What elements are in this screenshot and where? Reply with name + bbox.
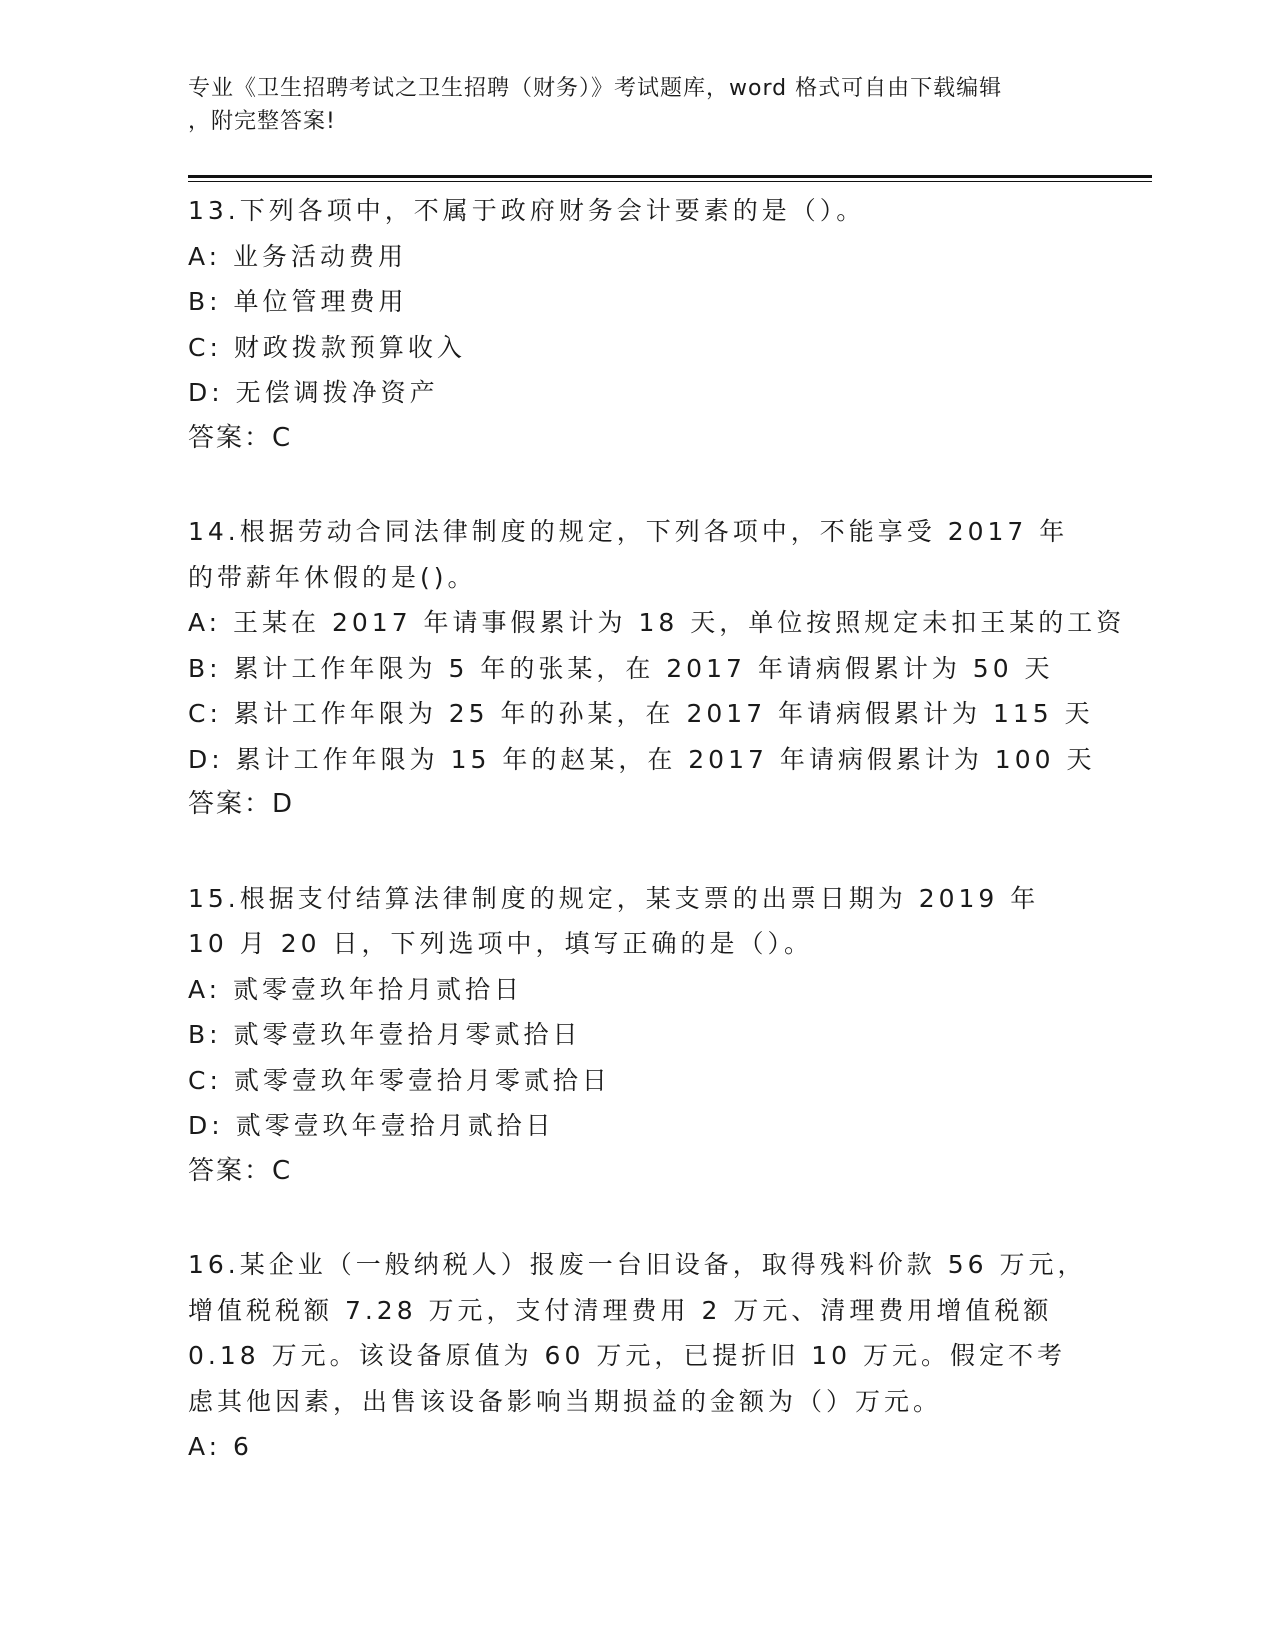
question-16 (188, 1242, 1088, 1470)
option-b: B: 贰零壹玖年壹拾月零贰拾日 (188, 1020, 582, 1049)
document-header (188, 72, 1068, 138)
question-text: 13.下列各项中，不属于政府财务会计要素的是（）。 (188, 196, 866, 225)
answer-label: 答案： (188, 422, 273, 453)
question-text: 15.根据支付结算法律制度的规定，某支票的出票日期为 2019 年 10 月 20 日，下列选项中，填写正确的是（）。 (188, 883, 1040, 958)
header-divider-thin (188, 181, 1152, 182)
header-divider-thick (188, 175, 1152, 178)
option-d: D: 累计工作年限为 15 年的赵某，在 2017 年请病假累计为 100 天 (188, 744, 1096, 774)
question-14 (188, 509, 1126, 828)
question-text: 14.根据劳动合同法律制度的规定，下列各项中，不能享受 2017 年的带薪年休假的是()。 (188, 517, 1069, 592)
option-a: A: 6 (188, 1432, 253, 1461)
answer (188, 1149, 1088, 1195)
option-c: C: 累计工作年限为 25 年的孙某，在 2017 年请病假累计为 115 天 (188, 699, 1094, 728)
option-d: D: 无偿调拨净资产 (188, 378, 439, 407)
option-b: B: 累计工作年限为 5 年的张某，在 2017 年请病假累计为 50 天 (188, 653, 1054, 683)
answer-label: 答案： (188, 789, 273, 819)
question-13 (188, 188, 1088, 461)
answer-value: D (272, 789, 295, 819)
answer (188, 782, 1088, 828)
option-c: C: 财政拨款预算收入 (188, 332, 466, 362)
option-a: A: 王某在 2017 年请事假累计为 18 天，单位按照规定未扣王某的工资 (188, 608, 1126, 637)
option-a: A: 业务活动费用 (188, 241, 408, 271)
question-list (188, 188, 1126, 1518)
option-d: D: 贰零壹玖年壹拾月贰拾日 (188, 1111, 555, 1140)
answer-label: 答案： (188, 1155, 273, 1186)
answer-value: C (272, 422, 293, 453)
answer-value: C (272, 1155, 293, 1186)
answer (188, 416, 1088, 462)
option-b: B: 单位管理费用 (188, 287, 408, 316)
option-c: C: 贰零壹玖年零壹拾月零贰拾日 (188, 1065, 611, 1095)
question-text: 16.某企业（一般纳税人）报废一台旧设备，取得残料价款 56 万元，增值税税额 7.28 万元，支付清理费用 2 万元、清理费用增值税额 0.18 万元。该设备原值为 60 万元，已提折旧 10 万元。假定不考虑其他因素，出售该设备影响当期损益的金额为（）万元。 (188, 1250, 1087, 1416)
option-a: A: 贰零壹玖年拾月贰拾日 (188, 974, 524, 1004)
header-line-2: ，附完整答案! (188, 109, 336, 134)
question-15 (188, 876, 1088, 1195)
header-line-1: 专业《卫生招聘考试之卫生招聘（财务）》考试题库，word 格式可自由下载编辑 (188, 76, 1003, 101)
